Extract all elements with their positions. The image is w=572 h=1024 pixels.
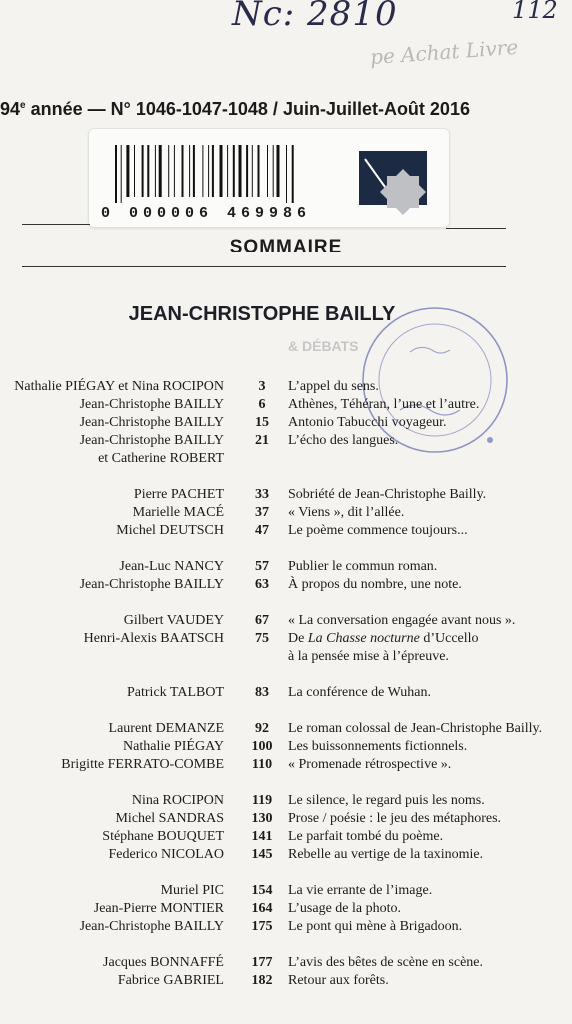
toc-page-number: 57: [255, 559, 269, 574]
rule-top-right: [446, 228, 506, 229]
toc-row: [0, 648, 572, 666]
handwritten-page-mark: 112: [512, 0, 558, 24]
issue-year-suffix: e: [20, 100, 26, 111]
barcode-bar: [233, 145, 235, 197]
toc-row: [0, 900, 572, 918]
toc-title: « Viens », dit l’allée.: [288, 505, 405, 520]
toc-title: Le parfait tombé du poème.: [288, 829, 444, 844]
toc-page-number: 67: [255, 613, 269, 628]
toc-row: [0, 450, 572, 468]
issue-details: année — N° 1046-1047-1048 / Juin-Juillet-Août 2016: [25, 99, 470, 119]
subject-title: JEAN-CHRISTOPHE BAILLY: [128, 303, 396, 325]
toc-author: Nina ROCIPON: [131, 793, 224, 808]
toc-row: [0, 810, 572, 828]
toc-title: L’écho des langues.: [288, 433, 399, 448]
handwritten-faint-note: pe Achat Livre: [369, 34, 519, 70]
toc-author: Jean-Christophe BAILLY: [79, 919, 224, 934]
toc-page-number: 154: [251, 883, 273, 898]
toc-row: [0, 954, 572, 972]
toc-row: [0, 684, 572, 702]
show-through-heading: & DÉBATS: [288, 338, 359, 354]
barcode-bar: [227, 145, 228, 197]
barcode-bar: [286, 145, 287, 203]
barcode-bar: [159, 145, 162, 197]
toc-row: [0, 792, 572, 810]
toc-row: [0, 576, 572, 594]
toc-row: [0, 504, 572, 522]
toc-title: Sobriété de Jean-Christophe Bailly.: [288, 487, 487, 502]
toc-title-italic: La Chasse nocturne: [307, 631, 420, 646]
toc-title: « Promenade rétrospective ».: [288, 757, 452, 772]
toc-title: [288, 630, 479, 648]
toc-author: Stéphane BOUQUET: [102, 829, 224, 844]
rule-top-left: [22, 224, 90, 225]
barcode-bar: [239, 145, 242, 197]
toc-row: [0, 756, 572, 774]
toc-title-part: d’Uccello: [419, 631, 479, 646]
barcode-icon: [115, 145, 343, 203]
toc-page-number: 145: [251, 847, 273, 862]
barcode-bar: [142, 145, 144, 197]
toc-title: Les buissonnements fictionnels.: [288, 739, 468, 754]
toc-page-number: 6: [258, 397, 266, 412]
barcode-bar: [220, 145, 223, 197]
toc-author: Nathalie PIÉGAY: [123, 739, 224, 754]
toc-title: L’usage de la photo.: [288, 901, 402, 916]
barcode-bar: [134, 145, 135, 197]
barcode-bar: [155, 145, 156, 197]
toc-page-number: 92: [255, 721, 269, 736]
toc-row: [0, 612, 572, 630]
barcode-bar: [246, 145, 248, 197]
barcode-bar: [174, 145, 175, 197]
barcode-bar: [147, 145, 149, 197]
toc-row: [0, 972, 572, 990]
toc-author: Jacques BONNAFFÉ: [103, 955, 224, 970]
barcode-bar: [273, 145, 274, 197]
toc-row: [0, 828, 572, 846]
rule-under-heading: [22, 266, 506, 267]
barcode-bar: [277, 145, 280, 197]
toc-title: Retour aux forêts.: [288, 973, 389, 988]
toc-author: Michel DEUTSCH: [116, 523, 224, 538]
toc-title: Antonio Tabucchi voyageur.: [288, 415, 447, 430]
toc-row: [0, 396, 572, 414]
toc-page-number: 33: [255, 487, 269, 502]
toc-page-number: 47: [255, 523, 269, 538]
toc-author: Jean-Christophe BAILLY: [79, 415, 224, 430]
toc-author: Brigitte FERRATO-COMBE: [61, 757, 224, 772]
barcode-number: 0 000006 469986: [101, 205, 312, 222]
issue-line: [0, 99, 572, 120]
toc-page-number: 3: [258, 379, 266, 394]
toc-page-number: 164: [251, 901, 273, 916]
toc-row: [0, 432, 572, 450]
barcode-bar: [212, 145, 214, 197]
toc-author: et Catherine ROBERT: [98, 451, 224, 466]
toc-page-number: 119: [251, 793, 273, 808]
barcode-bar: [202, 145, 203, 197]
toc-row: [0, 558, 572, 576]
toc-page-number: 37: [255, 505, 269, 520]
issue-year-number: 94: [0, 99, 21, 119]
toc-title: L’avis des bêtes de scène en scène.: [288, 955, 484, 970]
toc-page-number: 175: [251, 919, 273, 934]
toc-row: [0, 882, 572, 900]
toc-author: Henri-Alexis BAATSCH: [83, 631, 224, 646]
toc-row: [0, 738, 572, 756]
barcode-bar: [252, 145, 253, 197]
barcode-label: [88, 128, 450, 228]
toc-author: Jean-Christophe BAILLY: [79, 577, 224, 592]
barcode-bar: [208, 145, 209, 197]
toc-title: Prose / poésie : le jeu des métaphores.: [288, 811, 502, 826]
toc-author: Gilbert VAUDEY: [123, 613, 224, 628]
toc-author: Fabrice GABRIEL: [117, 973, 224, 988]
barcode-bar: [115, 145, 117, 203]
toc-author: Jean-Christophe BAILLY: [79, 433, 224, 448]
barcode-bar: [193, 145, 195, 197]
toc-title: La vie errante de l’image.: [288, 883, 433, 898]
toc-title: L’appel du sens.: [288, 379, 379, 394]
toc-row: [0, 486, 572, 504]
toc-title: « La conversation engagée avant nous ».: [288, 613, 516, 628]
toc-page-number: 63: [255, 577, 269, 592]
toc-author: Jean-Luc NANCY: [119, 559, 224, 574]
barcode-bar: [121, 145, 122, 203]
toc-title: Le silence, le regard puis les noms.: [288, 793, 485, 808]
toc-author: Muriel PIC: [160, 883, 224, 898]
toc-row: [0, 630, 572, 648]
toc-author: Pierre PACHET: [133, 487, 224, 502]
library-logo-icon: [359, 151, 429, 219]
toc-title: à la pensée mise à l’épreuve.: [288, 649, 449, 664]
toc-title: Athènes, Téhéran, l’une et l’autre.: [288, 397, 480, 412]
toc-page-number: 15: [255, 415, 269, 430]
toc-title: Le roman colossal de Jean-Christophe Bailly.: [288, 721, 543, 736]
toc-page-number: 130: [251, 811, 273, 826]
toc-author: Patrick TALBOT: [127, 685, 224, 700]
toc-row: [0, 846, 572, 864]
toc-page-number: 100: [251, 739, 273, 754]
barcode-bar: [258, 145, 260, 197]
toc-title: À propos du nombre, une note.: [288, 577, 462, 592]
toc-row: [0, 918, 572, 936]
toc-row: [0, 378, 572, 396]
toc-page-number: 177: [251, 955, 273, 970]
toc-author: Jean-Pierre MONTIER: [93, 901, 224, 916]
toc-title: Le poème commence toujours...: [288, 523, 468, 538]
toc-page-number: 83: [255, 685, 269, 700]
toc-title: Publier le commun roman.: [288, 559, 438, 574]
barcode-bar: [182, 145, 184, 197]
toc-row: [0, 720, 572, 738]
barcode-bar: [126, 145, 129, 197]
toc-title-part: De: [288, 631, 308, 646]
barcode-bar: [168, 145, 169, 197]
toc-title: La conférence de Wuhan.: [288, 685, 431, 700]
barcode-bar: [267, 145, 268, 197]
toc-page-number: 182: [251, 973, 273, 988]
barcode-bar: [292, 145, 294, 203]
toc-author: Federico NICOLAO: [108, 847, 224, 862]
toc-title: Rebelle au vertige de la taxinomie.: [288, 847, 484, 862]
toc-author: Michel SANDRAS: [115, 811, 224, 826]
toc-page-number: 75: [255, 631, 269, 646]
handwritten-call-number: Nc: 2810: [232, 0, 398, 34]
toc-author: Laurent DEMANZE: [108, 721, 224, 736]
toc-page-number: 21: [255, 433, 269, 448]
toc-row: [0, 414, 572, 432]
barcode-bar: [189, 145, 190, 197]
summary-heading: SOMMAIRE: [229, 237, 343, 252]
toc-page-number: 110: [251, 757, 273, 772]
toc-title: Le pont qui mène à Brigadoon.: [288, 919, 463, 934]
toc-page-number: 141: [251, 829, 273, 844]
toc-author: Nathalie PIÉGAY et Nina ROCIPON: [14, 379, 224, 394]
table-of-contents: [0, 378, 572, 990]
toc-author: Marielle MACÉ: [132, 505, 224, 520]
toc-row: [0, 522, 572, 540]
toc-author: Jean-Christophe BAILLY: [79, 397, 224, 412]
